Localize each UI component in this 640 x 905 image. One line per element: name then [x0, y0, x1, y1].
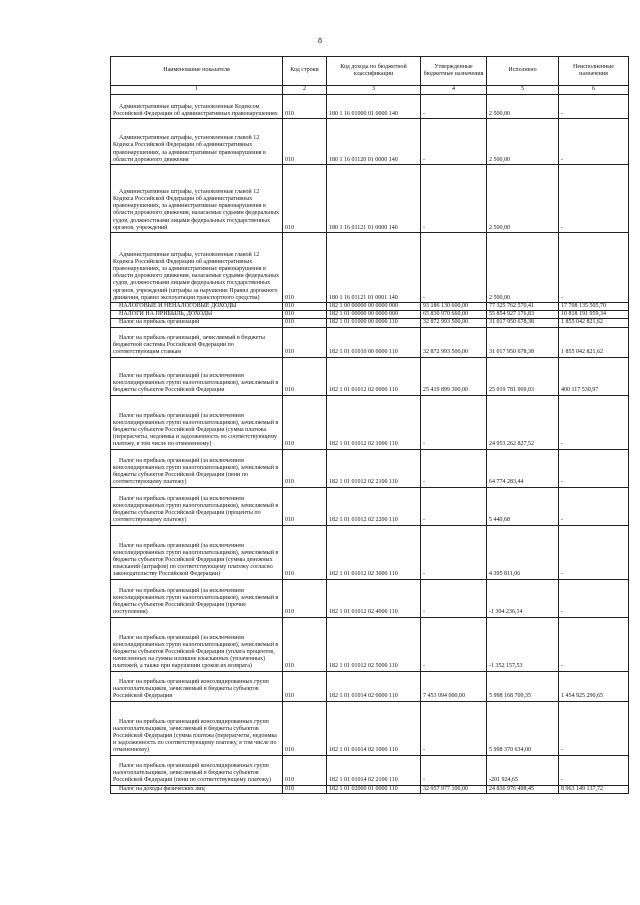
row-income-code: 182 1 01 01010 00 0000 110 — [327, 327, 421, 357]
table-row — [111, 395, 629, 449]
row-name: Налог на прибыль организаций (за исключением консолидированных групп налогоплательщиков), зачисляемый в бюджеты субъектов Российской Федерации (пени по соответствующему платежу) — [111, 449, 283, 487]
row-executed: 31 017 950 678,38 — [487, 327, 559, 357]
row-approved: 32 872 993 500,00 — [421, 327, 487, 357]
row-name: Налог на прибыль организаций консолидированных групп налогоплательщиков, зачисляемый в бюджеты субъектов Российской Федерации — [111, 671, 283, 701]
row-approved: 25 419 899 300,00 — [421, 357, 487, 395]
row-approved: 93 186 130 600,00 — [421, 303, 487, 311]
row-income-code: 182 1 01 01012 02 2200 110 — [327, 487, 421, 525]
table-row — [111, 671, 629, 701]
column-number: 3 — [327, 86, 421, 95]
row-unexecuted: - — [559, 395, 629, 449]
row-income-code: 180 1 16 01121 01 0001 140 — [327, 233, 421, 303]
row-income-code: 182 1 01 01012 02 0000 110 — [327, 357, 421, 395]
row-income-code: 182 1 01 01012 02 4000 110 — [327, 579, 421, 617]
row-income-code: 182 1 01 00000 00 0000 000 — [327, 311, 421, 319]
row-name: Административные штрафы, установленные главой 12 Кодекса Российской Федерации об административных правонарушениях, за административные правонарушения в области дорожного движения, налагаемые судьями федеральных судов, должностными лицами федеральных государственных органов, учреждений — [111, 165, 283, 233]
row-executed: 64 774 283,44 — [487, 449, 559, 487]
row-approved: - — [421, 95, 487, 119]
row-approved: - — [421, 233, 487, 303]
table-row — [111, 233, 629, 303]
table-row — [111, 579, 629, 617]
column-number: 2 — [283, 86, 327, 95]
header-executed: Исполнено — [487, 57, 559, 86]
row-approved: - — [421, 119, 487, 165]
table-row — [111, 487, 629, 525]
table-row — [111, 165, 629, 233]
header-row — [111, 57, 629, 86]
column-number: 4 — [421, 86, 487, 95]
table-body — [111, 95, 629, 794]
row-name: Налог на прибыль организаций (за исключением консолидированных групп налогоплательщиков), зачисляемый в бюджеты субъектов Российской Федерации (сумма платежа (перерасчеты, недоимка и задолженность по соответствующему платежу, в том числе по отмененному) — [111, 395, 283, 449]
row-approved: - — [421, 579, 487, 617]
table-row — [111, 303, 629, 311]
row-income-code: 182 1 01 01014 02 2100 110 — [327, 755, 421, 785]
row-line-code: 010 — [283, 525, 327, 579]
row-approved: 65 830 970 660,00 — [421, 311, 487, 319]
row-executed: 2 500,00 — [487, 119, 559, 165]
table-row — [111, 357, 629, 395]
row-executed: 77 325 762 570,41 — [487, 303, 559, 311]
page-number: 8 — [318, 36, 322, 45]
row-name: Налог на прибыль организаций, зачисляемый в бюджеты бюджетной системы Российской Федерации по соответствующим ставкам — [111, 327, 283, 357]
row-approved: - — [421, 395, 487, 449]
row-line-code: 010 — [283, 755, 327, 785]
row-line-code: 010 — [283, 119, 327, 165]
row-unexecuted: - — [559, 233, 629, 303]
column-number: 5 — [487, 86, 559, 95]
row-income-code: 180 1 16 01120 01 0000 140 — [327, 119, 421, 165]
row-unexecuted: - — [559, 525, 629, 579]
row-income-code: 182 1 00 00000 00 0000 000 — [327, 303, 421, 311]
header-name: Наименование показателя — [111, 57, 283, 86]
row-line-code: 010 — [283, 449, 327, 487]
row-income-code: 180 1 16 01121 01 0000 140 — [327, 165, 421, 233]
table-row — [111, 755, 629, 785]
row-unexecuted: - — [559, 487, 629, 525]
row-unexecuted: 8 963 149 137,72 — [559, 785, 629, 793]
row-approved: - — [421, 525, 487, 579]
row-executed: 25 019 781 969,03 — [487, 357, 559, 395]
row-name: НАЛОГИ НА ПРИБЫЛЬ, ДОХОДЫ — [111, 311, 283, 319]
column-number: 1 — [111, 86, 283, 95]
row-executed: 24 836 976 498,45 — [487, 785, 559, 793]
row-approved: - — [421, 165, 487, 233]
row-name: Административные штрафы, установленные главой 12 Кодекса Российской Федерации об административных правонарушениях, за административные правонарушения в области дорожного движения — [111, 119, 283, 165]
row-line-code: 010 — [283, 357, 327, 395]
row-name: Административные штрафы, установленные Кодексом Российской Федерации об административных правонарушениях — [111, 95, 283, 119]
row-line-code: 010 — [283, 311, 327, 319]
row-unexecuted: 17 708 135 505,70 — [559, 303, 629, 311]
row-name: Налог на доходы физических лиц — [111, 785, 283, 793]
row-unexecuted: 400 117 530,97 — [559, 357, 629, 395]
row-name: Налог на прибыль организаций (за исключением консолидированных групп налогоплательщиков), зачисляемый в бюджеты субъектов Российской Федерации (прочие поступления) — [111, 579, 283, 617]
row-unexecuted: - — [559, 95, 629, 119]
budget-execution-table — [110, 56, 629, 794]
row-name: НАЛОГОВЫЕ И НЕНАЛОГОВЫЕ ДОХОДЫ — [111, 303, 283, 311]
row-unexecuted: - — [559, 449, 629, 487]
row-name: Налог на прибыль организаций — [111, 319, 283, 327]
row-name: Налог на прибыль организаций консолидированных групп налогоплательщиков, зачисляемый в бюджеты субъектов Российской Федерации (пени по соответствующему платежу) — [111, 755, 283, 785]
table-row — [111, 701, 629, 755]
table-row — [111, 449, 629, 487]
header-income-code: Код дохода по бюджетной классификации — [327, 57, 421, 86]
row-executed: 5 998 168 709,35 — [487, 671, 559, 701]
row-executed: 4 395 811,06 — [487, 525, 559, 579]
row-line-code: 010 — [283, 319, 327, 327]
row-income-code: 182 1 01 01012 02 2100 110 — [327, 449, 421, 487]
table-row — [111, 785, 629, 793]
column-number: 6 — [559, 86, 629, 95]
row-approved: - — [421, 701, 487, 755]
row-executed: 5 998 370 634,00 — [487, 701, 559, 755]
header-line-code: Код строки — [283, 57, 327, 86]
row-executed: -1 304 236,14 — [487, 579, 559, 617]
row-name: Налог на прибыль организаций (за исключением консолидированных групп налогоплательщиков), зачисляемый в бюджеты субъектов Российской Федерации — [111, 357, 283, 395]
row-income-code: 182 1 01 01014 02 1000 110 — [327, 701, 421, 755]
table-row — [111, 119, 629, 165]
row-income-code: 182 1 01 01000 00 0000 110 — [327, 319, 421, 327]
row-unexecuted: - — [559, 617, 629, 671]
row-line-code: 010 — [283, 617, 327, 671]
row-line-code: 010 — [283, 303, 327, 311]
row-unexecuted: 10 818 191 959,34 — [559, 311, 629, 319]
row-executed: 2 500,00 — [487, 95, 559, 119]
row-executed: 2 500,00 — [487, 165, 559, 233]
row-unexecuted: 1 855 042 821,62 — [559, 319, 629, 327]
row-income-code: 182 1 01 01014 02 0000 110 — [327, 671, 421, 701]
row-executed: 2 500,00 — [487, 233, 559, 303]
row-unexecuted: 1 855 042 821,62 — [559, 327, 629, 357]
row-line-code: 010 — [283, 671, 327, 701]
header-unexecuted: Неисполненные назначения — [559, 57, 629, 86]
column-number-row — [111, 86, 629, 95]
row-approved: - — [421, 755, 487, 785]
row-unexecuted: - — [559, 579, 629, 617]
row-executed: 24 953 262 827,52 — [487, 395, 559, 449]
row-approved: 32 872 993 500,00 — [421, 319, 487, 327]
row-approved: - — [421, 617, 487, 671]
table-row — [111, 95, 629, 119]
row-executed: 55 854 927 176,83 — [487, 311, 559, 319]
row-approved: - — [421, 449, 487, 487]
row-unexecuted: - — [559, 701, 629, 755]
row-line-code: 010 — [283, 165, 327, 233]
row-line-code: 010 — [283, 701, 327, 755]
row-line-code: 010 — [283, 233, 327, 303]
row-line-code: 010 — [283, 487, 327, 525]
row-name: Налог на прибыль организаций консолидированных групп налогоплательщиков, зачисляемый в бюджеты субъектов Российской Федерации (сумма платежа (перерасчеты, недоимка и задолженность по соответствующему платежу, в том числе по отмененному) — [111, 701, 283, 755]
row-approved: - — [421, 487, 487, 525]
row-income-code: 182 1 01 02000 01 0000 110 — [327, 785, 421, 793]
row-income-code: 182 1 01 01012 02 3000 110 — [327, 525, 421, 579]
row-line-code: 010 — [283, 785, 327, 793]
row-executed: -201 924,65 — [487, 755, 559, 785]
row-name: Налог на прибыль организаций (за исключением консолидированных групп налогоплательщиков), зачисляемый в бюджеты субъектов Российской Федерации (проценты по соответствующему платежу) — [111, 487, 283, 525]
row-approved: 7 453 094 000,00 — [421, 671, 487, 701]
row-unexecuted: 1 454 925 290,65 — [559, 671, 629, 701]
row-unexecuted: - — [559, 165, 629, 233]
row-income-code: 182 1 01 01012 02 1000 110 — [327, 395, 421, 449]
row-executed: -1 352 157,53 — [487, 617, 559, 671]
row-name: Налог на прибыль организаций (за исключением консолидированных групп налогоплательщиков), зачисляемый в бюджеты субъектов Российской Федерации (суммы денежных взысканий (штрафов) по соответствующему платежу согласно законодательству Российской Федерации) — [111, 525, 283, 579]
row-unexecuted: - — [559, 755, 629, 785]
row-line-code: 010 — [283, 579, 327, 617]
row-executed: 31 017 950 678,38 — [487, 319, 559, 327]
row-executed: 5 440,68 — [487, 487, 559, 525]
table-row — [111, 617, 629, 671]
table-row — [111, 319, 629, 327]
table-row — [111, 311, 629, 319]
row-line-code: 010 — [283, 95, 327, 119]
row-line-code: 010 — [283, 327, 327, 357]
row-line-code: 010 — [283, 395, 327, 449]
row-unexecuted: - — [559, 119, 629, 165]
row-name: Административные штрафы, установленные главой 12 Кодекса Российской Федерации об административных правонарушениях, за административные правонарушения в области дорожного движения, налагаемые судьями федеральных судов, должностными лицами федеральных государственных органов, учреждений (штрафы за нарушение Правил дорожного движения, правил эксплуатации транспортного средства) — [111, 233, 283, 303]
row-income-code: 182 1 01 01012 02 5000 110 — [327, 617, 421, 671]
row-income-code: 180 1 16 01000 01 0000 140 — [327, 95, 421, 119]
table-row — [111, 525, 629, 579]
header-approved: Утвержденные бюджетные назначения — [421, 57, 487, 86]
row-name: Налог на прибыль организаций (за исключением консолидированных групп налогоплательщиков), зачисляемый в бюджеты субъектов Российской Федерации (уплата процентов, начисленных на суммы излишне взысканных (уплаченных) платежей, а также при нарушении сроков их возврата) — [111, 617, 283, 671]
table-row — [111, 327, 629, 357]
row-approved: 32 957 977 100,00 — [421, 785, 487, 793]
